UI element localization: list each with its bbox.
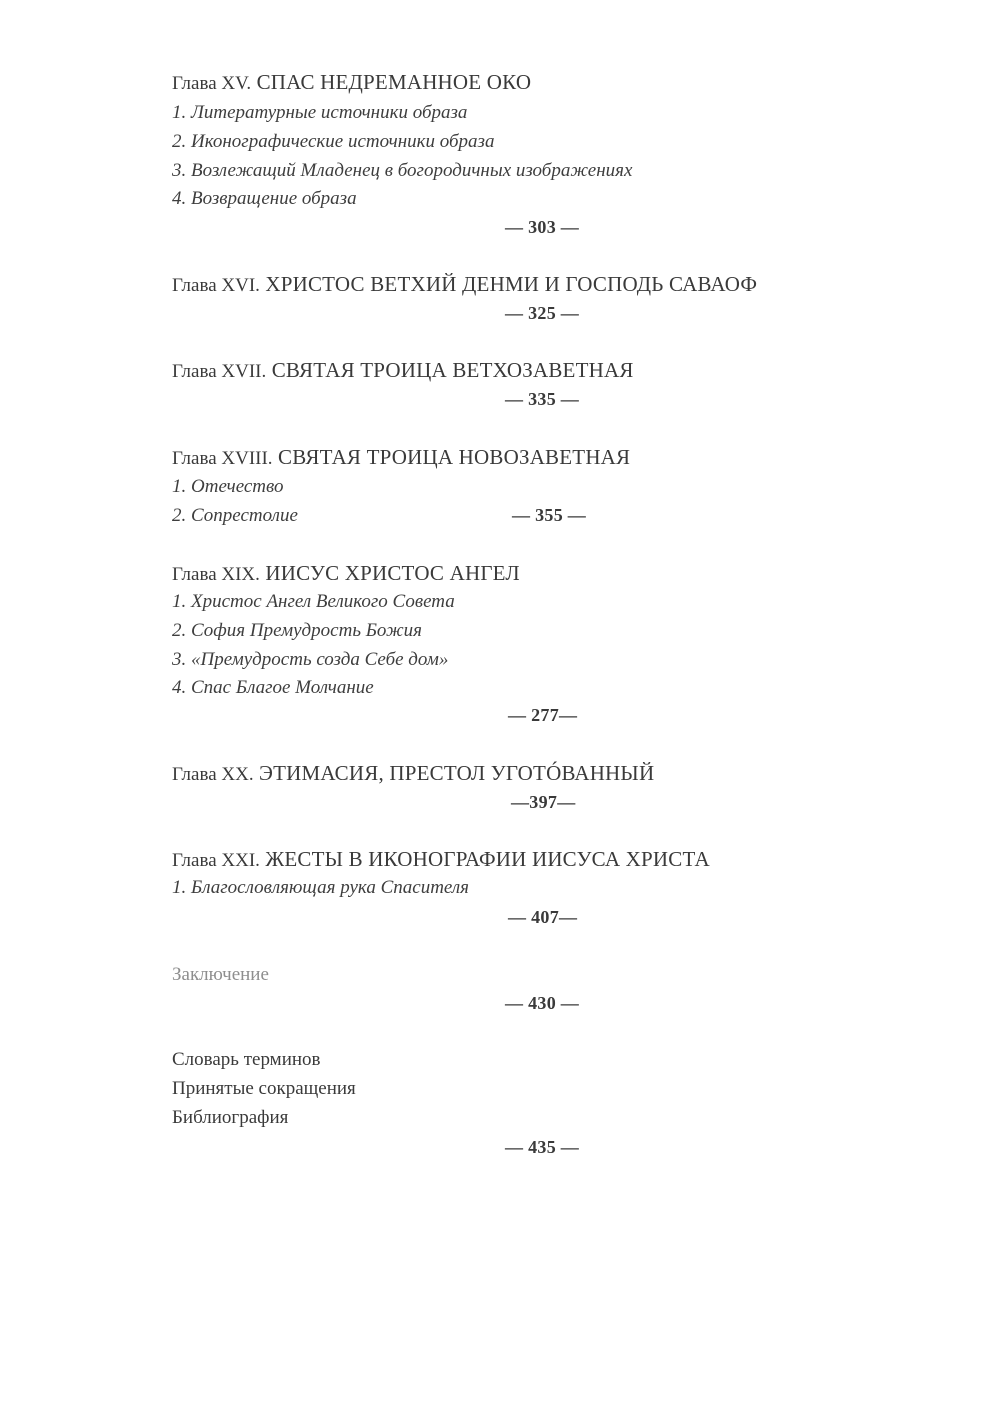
chapter-subsection: 1. Отечество — [172, 476, 284, 497]
chapter-subsection: 2. Сопрестолие — [172, 505, 298, 526]
chapter-subsection: 4. Возвращение образа — [172, 188, 357, 209]
page-number: —397— — [511, 792, 576, 812]
chapter-title: ИИСУС ХРИСТОС АНГЕЛ — [265, 561, 520, 585]
chapter-title: ЖЕСТЫ В ИКОНОГРАФИИ ИИСУСА ХРИСТА — [265, 847, 710, 871]
chapter-prefix: Глава XX. — [172, 764, 254, 785]
bibliography-heading: Библиография — [172, 1107, 289, 1128]
chapter-subsection: 1. Христос Ангел Великого Совета — [172, 591, 455, 612]
page-number: — 303 — — [505, 217, 580, 237]
chapter-subsection: 4. Спас Благое Молчание — [172, 677, 374, 698]
abbreviations-heading: Принятые сокращения — [172, 1078, 356, 1099]
page-number: — 435 — — [505, 1137, 580, 1157]
page-number: — 407— — [508, 907, 578, 927]
chapter-heading — [172, 847, 710, 872]
page-number: — 430 — — [505, 993, 580, 1013]
chapter-prefix: Глава XVIII. — [172, 448, 273, 469]
chapter-heading — [172, 70, 531, 95]
chapter-subsection: 1. Литературные источники образа — [172, 102, 468, 123]
chapter-heading — [172, 561, 520, 586]
chapter-title: СВЯТАЯ ТРОИЦА ВЕТХОЗАВЕТНАЯ — [271, 358, 634, 382]
chapter-heading — [172, 358, 634, 383]
chapter-prefix: Глава XXI. — [172, 850, 260, 871]
chapter-title: СПАС НЕДРЕМАННОЕ ОКО — [256, 70, 532, 94]
chapter-heading — [172, 272, 757, 297]
chapter-heading — [172, 445, 630, 470]
page-number: — 335 — — [505, 389, 580, 409]
chapter-prefix: Глава XV. — [172, 73, 252, 94]
chapter-title: ЭТИМАСИЯ, ПРЕСТОЛ УГОТÓВАННЫЙ — [259, 761, 655, 785]
conclusion-heading: Заключение — [172, 964, 269, 985]
chapter-prefix: Глава XVI. — [172, 275, 260, 296]
chapter-title: ХРИСТОС ВЕТХИЙ ДЕНМИ И ГОСПОДЬ САВАОФ — [265, 272, 758, 296]
chapter-title: СВЯТАЯ ТРОИЦА НОВОЗАВЕТНАЯ — [278, 445, 631, 469]
chapter-subsection: 2. Иконографические источники образа — [172, 131, 495, 152]
page-number: — 325 — — [505, 303, 580, 323]
glossary-heading: Словарь терминов — [172, 1049, 321, 1070]
chapter-prefix: Глава XIX. — [172, 564, 260, 585]
page-number: — 355 — — [512, 505, 587, 525]
chapter-subsection: 3. «Премудрость созда Себе дом» — [172, 649, 449, 670]
chapter-prefix: Глава XVII. — [172, 361, 267, 382]
page-number: — 277— — [508, 705, 578, 725]
chapter-subsection: 1. Благословляющая рука Спасителя — [172, 877, 469, 898]
chapter-subsection: 2. София Премудрость Божия — [172, 620, 422, 641]
chapter-heading — [172, 761, 654, 786]
chapter-subsection: 3. Возлежащий Младенец в богородичных изображениях — [172, 160, 633, 181]
